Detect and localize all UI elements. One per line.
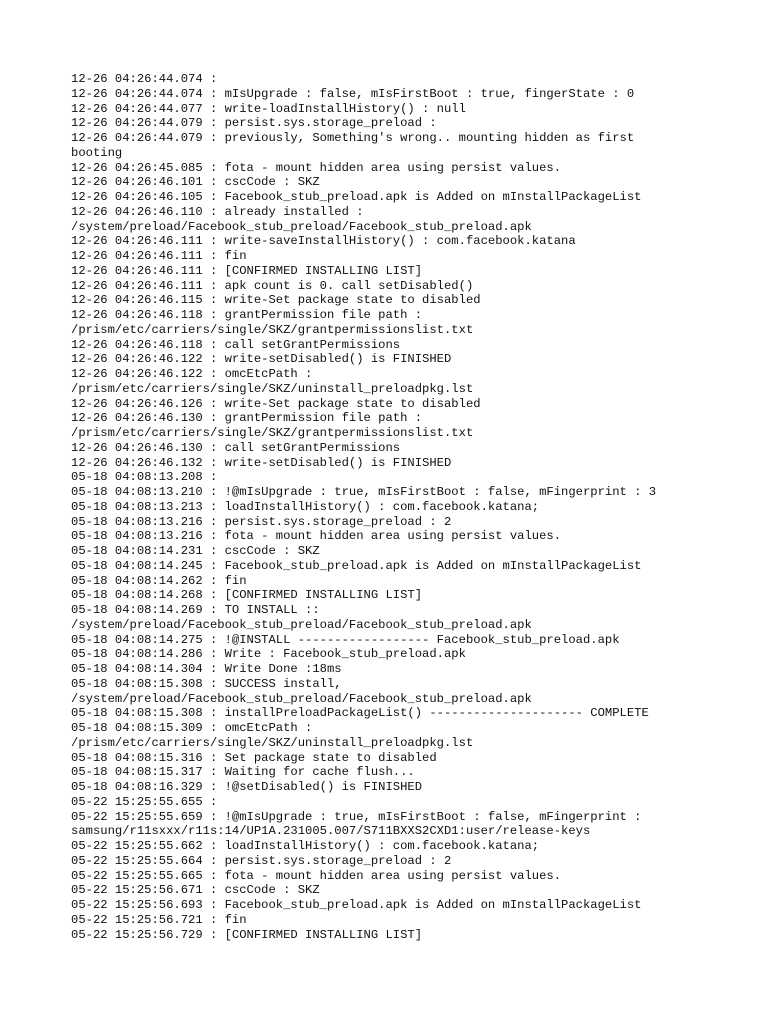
log-line: 12-26 04:26:46.130 : call setGrantPermissions <box>71 440 401 455</box>
log-line: /system/preload/Facebook_stub_preload/Facebook_stub_preload.apk <box>71 219 532 234</box>
log-line: 05-18 04:08:13.210 : !@mIsUpgrade : true, mIsFirstBoot : false, mFingerprint : 3 <box>71 485 657 499</box>
log-line: 12-26 04:26:46.118 : grantPermission file path : <box>71 308 423 322</box>
log-line: 05-18 04:08:15.308 : installPreloadPackageList() --------------------- COMPLETE <box>71 706 649 721</box>
log-line: 12-26 04:26:46.111 : write-saveInstallHistory() : com.facebook.katana <box>71 234 576 249</box>
log-line: 05-18 04:08:15.316 : Set package state to disabled <box>71 750 437 765</box>
log-line: samsung/r11sxxx/r11s:14/UP1A.231005.007/S711BXXS2CXD1:user/release-keys <box>71 824 591 839</box>
log-line: 12-26 04:26:44.074 : mIsUpgrade : false, mIsFirstBoot : true, fingerState : 0 <box>71 86 635 101</box>
log-line: 05-18 04:08:13.216 : persist.sys.storage_preload : 2 <box>71 514 452 529</box>
log-line: 12-26 04:26:44.074 : <box>71 72 218 86</box>
log-line: 12-26 04:26:46.126 : write-Set package state to disabled <box>71 396 481 411</box>
log-line: 12-26 04:26:46.130 : grantPermission file path : <box>71 411 423 426</box>
log-line: 12-26 04:26:46.105 : Facebook_stub_preload.apk is Added on mInstallPackageList <box>71 190 642 204</box>
log-line: 05-18 04:08:14.262 : fin <box>71 573 247 588</box>
log-line: 05-18 04:08:14.268 : [CONFIRMED INSTALLING LIST] <box>71 588 423 603</box>
log-line: 12-26 04:26:45.085 : fota - mount hidden area using persist values. <box>71 160 562 175</box>
log-line: 05-22 15:25:55.662 : loadInstallHistory() : com.facebook.katana; <box>71 839 540 853</box>
log-line: 05-22 15:25:56.671 : cscCode : SKZ <box>71 883 320 898</box>
log-line: 05-18 04:08:14.245 : Facebook_stub_preload.apk is Added on mInstallPackageList <box>71 558 642 573</box>
log-line: 12-26 04:26:46.111 : fin <box>71 249 247 263</box>
log-line: 05-22 15:25:55.659 : !@mIsUpgrade : true, mIsFirstBoot : false, mFingerprint : <box>71 809 642 824</box>
log-line: /prism/etc/carriers/single/SKZ/grantpermissionslist.txt <box>71 322 474 337</box>
log-line: 05-22 15:25:56.693 : Facebook_stub_preload.apk is Added on mInstallPackageList <box>71 898 642 912</box>
log-line: 05-22 15:25:56.721 : fin <box>71 912 247 927</box>
log-line: 12-26 04:26:46.118 : call setGrantPermissions <box>71 337 401 352</box>
log-line: 05-18 04:08:13.208 : <box>71 470 218 485</box>
log-line: 05-18 04:08:14.231 : cscCode : SKZ <box>71 544 320 558</box>
log-line: 05-18 04:08:15.317 : Waiting for cache flush... <box>71 765 415 780</box>
log-line: booting <box>71 145 123 160</box>
log-line: 05-18 04:08:15.309 : omcEtcPath : <box>71 721 313 735</box>
log-line: 12-26 04:26:46.132 : write-setDisabled() is FINISHED <box>71 455 452 470</box>
log-line: 12-26 04:26:44.079 : previously, Something's wrong.. mounting hidden as first <box>71 131 635 145</box>
log-line: 05-22 15:25:55.665 : fota - mount hidden area using persist values. <box>71 868 562 883</box>
log-line: 05-18 04:08:13.216 : fota - mount hidden area using persist values. <box>71 529 562 544</box>
log-line: 12-26 04:26:46.122 : write-setDisabled() is FINISHED <box>71 352 452 367</box>
log-line: /prism/etc/carriers/single/SKZ/uninstall_preloadpkg.lst <box>71 381 474 396</box>
log-line: 05-22 15:25:56.729 : [CONFIRMED INSTALLING LIST] <box>71 927 423 942</box>
log-line: 12-26 04:26:46.111 : apk count is 0. call setDisabled() <box>71 278 474 293</box>
log-line: 05-22 15:25:55.655 : <box>71 794 218 809</box>
log-line: /prism/etc/carriers/single/SKZ/grantpermissionslist.txt <box>71 426 474 440</box>
log-text <box>71 72 711 942</box>
log-line: /system/preload/Facebook_stub_preload/Facebook_stub_preload.apk <box>71 617 532 632</box>
log-line: 12-26 04:26:46.122 : omcEtcPath : <box>71 367 313 381</box>
log-line: 12-26 04:26:44.077 : write-loadInstallHistory() : null <box>71 101 466 116</box>
log-line: 05-18 04:08:15.308 : SUCCESS install, <box>71 676 342 691</box>
log-line: 05-18 04:08:14.269 : TO INSTALL :: <box>71 603 320 617</box>
log-line: 05-18 04:08:14.304 : Write Done :18ms <box>71 662 342 676</box>
log-line: 12-26 04:26:46.101 : cscCode : SKZ <box>71 175 320 190</box>
log-line: /prism/etc/carriers/single/SKZ/uninstall_preloadpkg.lst <box>71 735 474 750</box>
log-line: 12-26 04:26:46.110 : already installed : <box>71 204 364 219</box>
log-line: 12-26 04:26:46.111 : [CONFIRMED INSTALLING LIST] <box>71 263 423 278</box>
log-line: 12-26 04:26:46.115 : write-Set package state to disabled <box>71 293 481 308</box>
log-line: 05-18 04:08:13.213 : loadInstallHistory() : com.facebook.katana; <box>71 499 540 514</box>
log-line: 12-26 04:26:44.079 : persist.sys.storage_preload : <box>71 116 437 131</box>
log-line: /system/preload/Facebook_stub_preload/Facebook_stub_preload.apk <box>71 691 532 706</box>
log-line: 05-18 04:08:14.286 : Write : Facebook_stub_preload.apk <box>71 647 466 662</box>
log-line: 05-18 04:08:14.275 : !@INSTALL ------------------ Facebook_stub_preload.apk <box>71 632 620 647</box>
log-line: 05-22 15:25:55.664 : persist.sys.storage_preload : 2 <box>71 853 452 868</box>
log-line: 05-18 04:08:16.329 : !@setDisabled() is FINISHED <box>71 780 423 794</box>
